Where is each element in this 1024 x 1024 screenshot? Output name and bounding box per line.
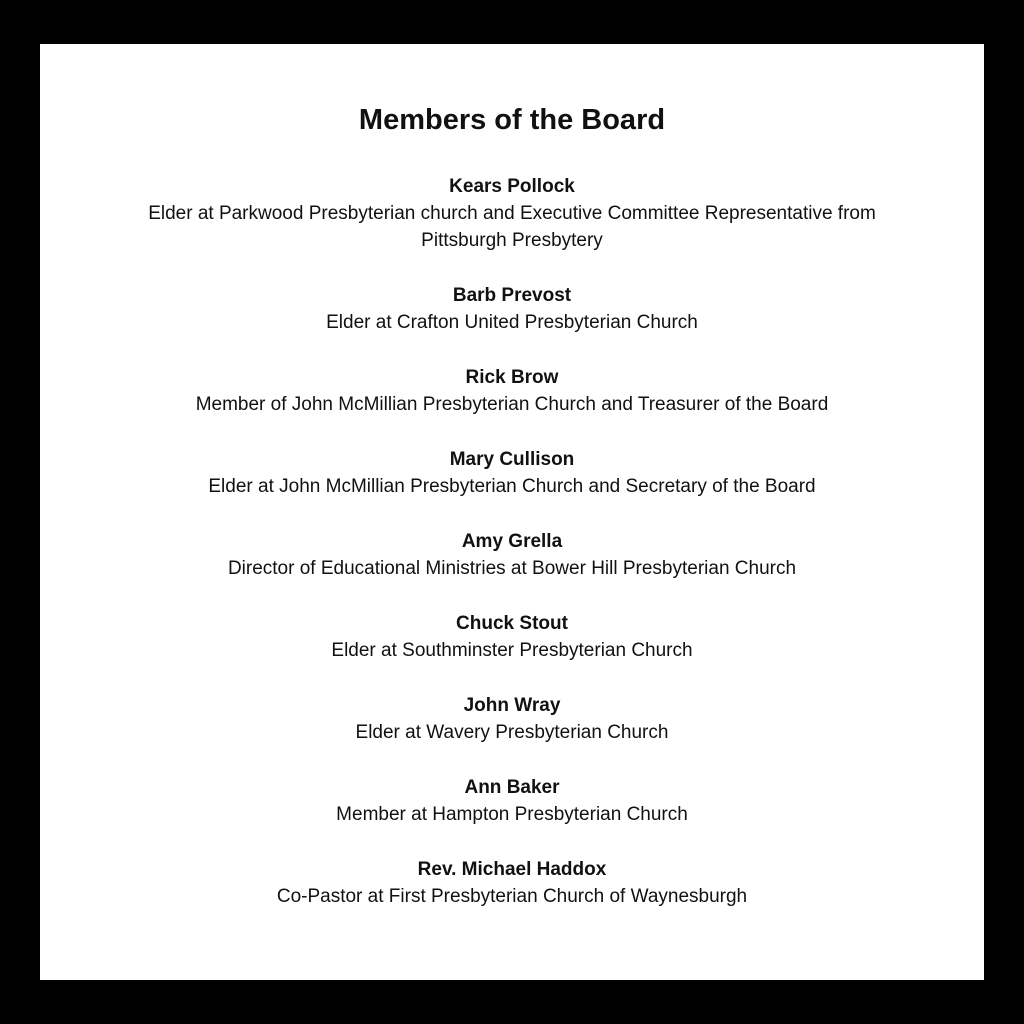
member-entry [40,610,984,664]
member-entry [40,173,984,254]
members-list [40,173,984,910]
member-name: Barb Prevost [452,285,572,306]
member-description: Director of Educational Ministries at Bower Hill Presbyterian Church [227,558,797,579]
member-name: John Wray [463,695,561,716]
member-entry [40,446,984,500]
member-description: Elder at Parkwood Presbyterian church and Executive Committee Representative from Pittsburgh Presbytery [148,203,876,251]
member-description: Elder at Southminster Presbyterian Church [331,640,693,661]
member-name: Amy Grella [461,531,563,552]
member-name: Rick Brow [465,367,559,388]
member-name: Rev. Michael Haddox [417,859,607,880]
member-name: Mary Cullison [449,449,575,470]
member-entry [40,856,984,910]
page-title: Members of the Board [358,104,666,136]
member-description: Co-Pastor at First Presbyterian Church of Waynesburgh [276,886,748,907]
member-description: Elder at Wavery Presbyterian Church [355,722,669,743]
member-name: Ann Baker [464,777,560,798]
member-entry [40,282,984,336]
member-entry [40,364,984,418]
member-name: Chuck Stout [456,613,568,634]
member-description: Member of John McMillian Presbyterian Church and Treasurer of the Board [195,394,829,415]
member-description: Elder at John McMillian Presbyterian Church and Secretary of the Board [208,476,816,497]
member-description: Elder at Crafton United Presbyterian Church [326,312,698,333]
board-members-page [40,44,984,980]
member-entry [40,528,984,582]
member-entry [40,774,984,828]
member-description: Member at Hampton Presbyterian Church [336,804,688,825]
member-entry [40,692,984,746]
member-name: Kears Pollock [449,176,575,197]
